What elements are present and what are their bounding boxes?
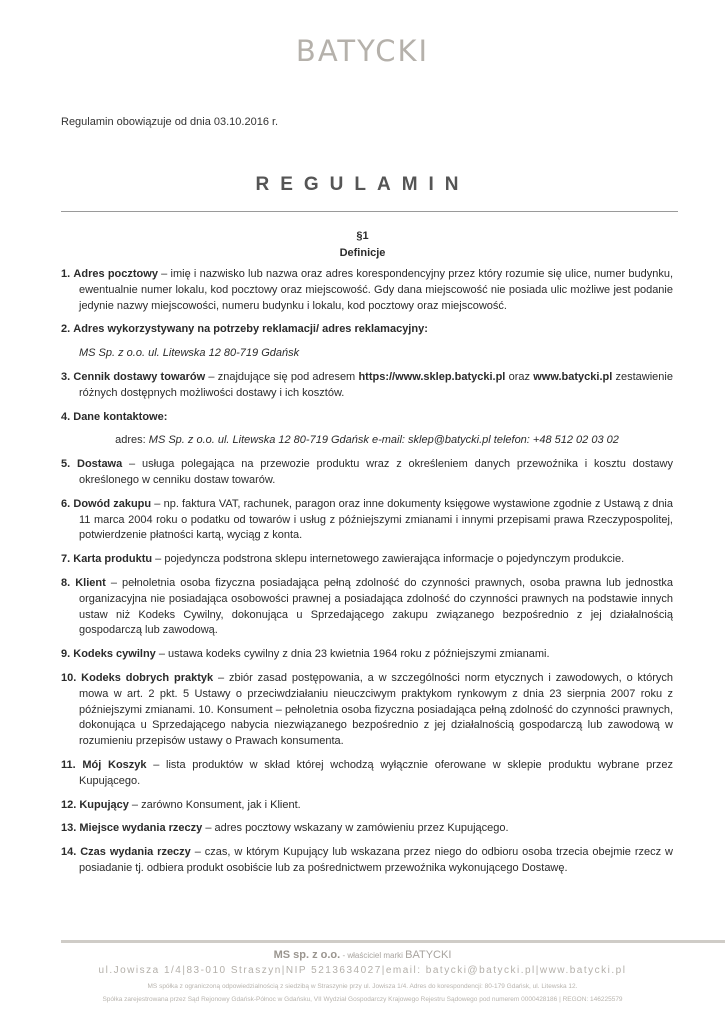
item-term: Dowód zakupu: [73, 497, 152, 510]
item-number: 4.: [61, 410, 71, 423]
footer-legal-line-2: Spółka zarejestrowana przez Sąd Rejonowy Gdańsk-Północ w Gdańsku, VII Wydział Gospodarczy Krajowego Rejestru Sądowego pod numerem 0000428186 | REGON: 146225579: [102, 996, 623, 1003]
contact-value: MS Sp. z o.o. ul. Litewska 12 80-719 Gdańsk e-mail: sklep@batycki.pl telefon: +48 512 02 03 02: [148, 434, 619, 447]
definition-item: [61, 576, 673, 639]
item-term: Mój Koszyk: [82, 758, 147, 771]
item-term: Kodeks dobrych praktyk: [81, 671, 214, 684]
item-term: Cennik dostawy towarów: [73, 370, 206, 383]
section-number: §1: [356, 230, 369, 242]
item-text: – pojedyncza podstrona sklepu internetowego zawierająca informacje o pojedynczym produkcie.: [152, 553, 625, 566]
footer-brand: BATYCKI: [405, 949, 452, 961]
definition-item: [61, 845, 673, 877]
item-number: 12.: [61, 798, 77, 811]
item-number: 8.: [61, 576, 71, 589]
item-text: – zbiór zasad postępowania, a w szczególności norm etycznych i zawodowych, o których mowa w art. 2 pkt. 5 Ustawy o przeciwdziałaniu nieuczciwym praktykom rynkowym z dnia 23 sierpnia 2007 roku z późniejszymi zmianami. 10. Konsument – pełnoletnia osoba fizyczna posiadająca pełną zdolność do czynności prawnych, dokonująca u Sprzedającego nabycia niezwiązanego bezpośrednio z jej działalnością gospodarczą lub zawodową w rozumieniu przepisów ustawy o Prawach konsumenta.: [79, 671, 673, 748]
footer-company: [0, 949, 725, 961]
item-term: Dostawa: [77, 458, 123, 471]
item-number: 10.: [61, 671, 77, 684]
item-number: 11.: [61, 758, 76, 771]
contact-prefix: adres:: [115, 434, 149, 447]
item-text: – znajdujące się pod adresem: [205, 370, 359, 383]
contact-details: [61, 433, 673, 449]
item-number: 2.: [61, 323, 71, 336]
definition-item: [61, 821, 673, 837]
owner-text: - właściciel marki: [340, 951, 406, 960]
definitions-list: [61, 267, 673, 885]
item-term: Kodeks cywilny: [73, 648, 156, 661]
item-text: – imię i nazwisko lub nazwa oraz adres korespondencyjny przez który rozumie się ulice, numer budynku, ewentualnie numer lokalu, kod pocztowy oraz miejscowość. Gdy dana miejscowość nie posiada ulic możliwe jest podanie jedynie nazwy miejscowości, numeru budynku i lokalu, kod pocztowy oraz miejscowość.: [79, 268, 673, 312]
item-term: Karta produktu: [73, 553, 153, 566]
definition-item: [61, 671, 673, 750]
item-number: 3.: [61, 370, 71, 383]
definition-item: [61, 798, 673, 814]
footer-legal-line-1: MS spółka z ograniczoną odpowiedzialnością z siedzibą w Straszynie przy ul. Jowisza 1/4. Adres do korespondencji: 80-179 Gdańsk, ul. Litewska 12.: [147, 983, 578, 990]
item-text: – np. faktura VAT, rachunek, paragon oraz inne dokumenty księgowe wystawione zgodnie z Ustawą z dnia 11 marca 2004 roku o podatku od towarów i usług z późniejszymi zmianami i innymi przepisami prawa Rzeczypospolitej, potwierdzenie płatności kartą, wyciąg z konta.: [79, 497, 673, 542]
section-heading: Definicje: [339, 247, 386, 259]
item-number: 14.: [61, 846, 77, 859]
item-text: – lista produktów w skład której wchodzą wyłącznie oferowane w sklepie produktu wybrane przez Kupującego.: [79, 758, 673, 787]
item-term: Miejsce wydania rzeczy: [79, 822, 203, 835]
document-title: REGULAMIN: [255, 174, 470, 195]
brand-logo: BATYCKI: [295, 34, 430, 68]
definition-item: [61, 647, 673, 663]
item-term: Klient: [75, 576, 106, 589]
item-number: 13.: [61, 822, 77, 835]
footer-address: ul.Jowisza 1/4|83-010 Straszyn|NIP 5213634027|email: batycki@batycki.pl|www.batycki.pl: [98, 965, 627, 976]
shop-link[interactable]: https://www.sklep.batycki.pl: [358, 370, 506, 383]
complaint-address: MS Sp. z o.o. ul. Litewska 12 80-719 Gdańsk: [79, 347, 300, 360]
effective-date: Regulamin obowiązuje od dnia 03.10.2016 r.: [61, 116, 279, 128]
item-text: – usługa polegająca na przewozie produktu wraz z określeniem danych przewoźnika i kosztu dostawy określonego w cenniku dostaw towarów.: [79, 458, 673, 486]
item-term: Dane kontaktowe:: [73, 410, 168, 423]
definition-item: [61, 322, 673, 338]
item-text: – ustawa kodeks cywilny z dnia 23 kwietnia 1964 roku z późniejszymi zmianami.: [155, 648, 550, 661]
item-number: 6.: [61, 497, 71, 510]
item-term: Adres pocztowy: [73, 268, 158, 280]
item-number: 5.: [61, 458, 71, 471]
site-link[interactable]: www.batycki.pl: [533, 370, 613, 383]
definition-item: [61, 267, 673, 314]
item-text: – czas, w którym Kupujący lub wskazana przez niego do odbioru osoba trzecia obejmie rzecz w posiadanie tj. odbiera produkt osobiście lub za pośrednictwem przewoźnika wykonującego Dostawę.: [79, 846, 673, 874]
item-number: 9.: [61, 648, 71, 661]
company-name: MS sp. z o.o.: [273, 949, 341, 961]
item-number: 1.: [61, 268, 71, 280]
definition-item: [61, 410, 673, 426]
definition-item: [61, 370, 673, 402]
item-text: – pełnoletnia osoba fizyczna posiadająca pełną zdolność do czynności prawnych, osoba prawna lub jednostka organizacyjna nie posiadająca osobowości prawnej a posiadająca zdolność do czynności prawnych na podstawie innych ustaw niż Kodeks Cywilny, dokonująca u Sprzedającego zakupu związanego bezpośrednio z jej działalnością gospodarczą lub zawodową.: [79, 576, 673, 637]
item-term: Kupujący: [79, 798, 129, 811]
definition-item: [61, 457, 673, 489]
footer-divider: [61, 940, 725, 943]
item-text: zestawienie różnych dostępnych możliwości dostawy i ich kosztów.: [79, 370, 673, 399]
definition-item: [61, 758, 673, 790]
item-text: oraz: [505, 370, 534, 383]
item-term: Czas wydania rzeczy: [80, 846, 191, 859]
item-text: – adres pocztowy wskazany w zamówieniu przez Kupującego.: [202, 822, 509, 835]
title-divider: [61, 211, 678, 212]
definition-item: [61, 497, 673, 544]
definition-item: [61, 552, 673, 568]
item-number: 7.: [61, 553, 71, 566]
item-term: Adres wykorzystywany na potrzeby reklamacji/ adres reklamacyjny:: [73, 323, 428, 336]
item-text: – zarówno Konsument, jak i Klient.: [128, 798, 301, 811]
